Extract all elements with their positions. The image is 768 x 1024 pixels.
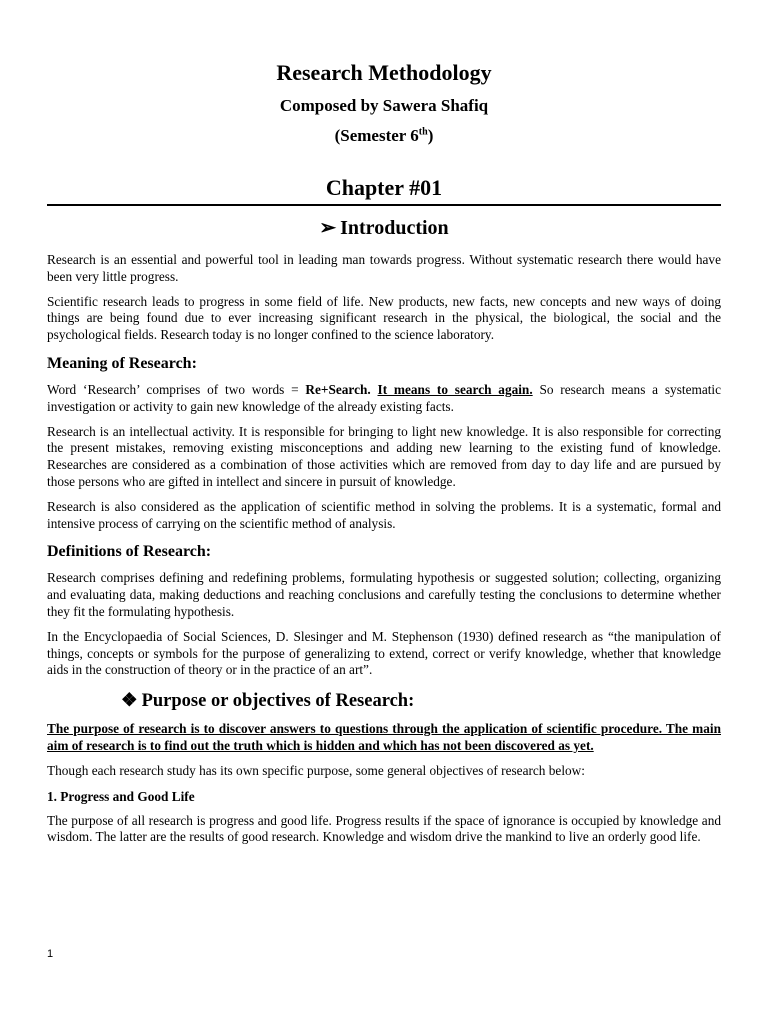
purpose-statement: The purpose of research is to discover answers to questions through the application of scientific procedure. The main aim of research is to find out the truth which is hidden and which has not been discovered as yet. xyxy=(47,721,721,753)
meaning-p1-bold: Re+Search. xyxy=(305,381,371,397)
introduction-paragraph-1: Research is an essential and powerful tool in leading man towards progress. Without systematic research there would have been very little progress. xyxy=(47,252,721,284)
definitions-heading: Definitions of Research: xyxy=(47,543,212,561)
purpose-heading-text: Purpose or objectives of Research: xyxy=(141,691,415,712)
definitions-paragraph-1: Research comprises defining and redefining problems, formulating hypothesis or suggested solution; collecting, organizing and evaluating data, making deductions and reaching conclusions and carefully testing the conclusions to determine whether they fit the formulating hypothesis. xyxy=(47,570,721,619)
introduction-heading-text: Introduction xyxy=(340,217,449,239)
semester-prefix: (Semester 6 xyxy=(334,126,419,145)
meaning-paragraph-3: Research is also considered as the application of scientific method in solving the problems. It is a systematic, formal and intensive process of carrying on the scientific method of analysis. xyxy=(47,498,721,531)
page-number: 1 xyxy=(47,948,54,960)
definitions-paragraph-2: In the Encyclopaedia of Social Sciences, D. Slesinger and M. Stephenson (1930) defined research as “the manipulation of things, concepts or symbols for the purpose of generalizing to extend, correct or verify knowledge, whether that knowledge aids in the construction of theory or in the practice of an art”. xyxy=(47,628,721,678)
arrow-bullet-icon: ➢ xyxy=(319,217,337,239)
purpose-intro: Though each research study has its own specific purpose, some general objectives of research below: xyxy=(47,762,585,778)
semester-suffix: ) xyxy=(427,126,434,145)
meaning-p1-end: So research means a systematic investigation or activity to gain new knowledge of the already existing facts. xyxy=(47,381,722,414)
diamond-bullet-icon: ❖ xyxy=(121,691,138,712)
document-author: Composed by Sawera Shafiq xyxy=(279,96,489,115)
chapter-divider xyxy=(47,204,721,206)
document-page xyxy=(47,58,721,854)
semester-superscript: th xyxy=(418,126,428,138)
meaning-heading: Meaning of Research: xyxy=(47,354,197,372)
meaning-paragraph-2: Research is an intellectual activity. It is responsible for bringing to light new knowledge. It is also responsible for correcting the present mistakes, removing existing misconceptions and adding new learning to the existing fund of knowledge. Researches are considered as a combination of those activities which are removed from day to day life and are pursued by those persons who are gifted in intellect and sincere in pursuit of knowledge. xyxy=(47,423,721,489)
progress-paragraph: The purpose of all research is progress and good life. Progress results if the space of ignorance is occupied by knowledge and wisdom. The latter are the results of good research. Knowledge and wisdom drive the mankind to live an orderly good life. xyxy=(47,812,721,845)
meaning-p1-start: Word ‘Research’ comprises of two words = xyxy=(47,381,306,397)
meaning-p1-bold-underline: It means to search again. xyxy=(377,381,533,397)
progress-subheading: 1. Progress and Good Life xyxy=(47,788,195,804)
purpose-heading xyxy=(121,689,721,713)
introduction-paragraph-2: Scientific research leads to progress in some field of life. New products, new facts, new concepts and new ways of doing things are being found due to ever increasing significant research in the physical, the biological, the social and the psychological fields. Research today is no longer confined to the science laboratory. xyxy=(47,293,721,343)
chapter-title: Chapter #01 xyxy=(325,175,443,200)
document-title: Research Methodology xyxy=(276,60,492,85)
meaning-p1-space xyxy=(371,382,378,397)
meaning-paragraph-1 xyxy=(47,382,721,416)
document-semester xyxy=(47,124,721,148)
introduction-heading xyxy=(47,214,721,242)
